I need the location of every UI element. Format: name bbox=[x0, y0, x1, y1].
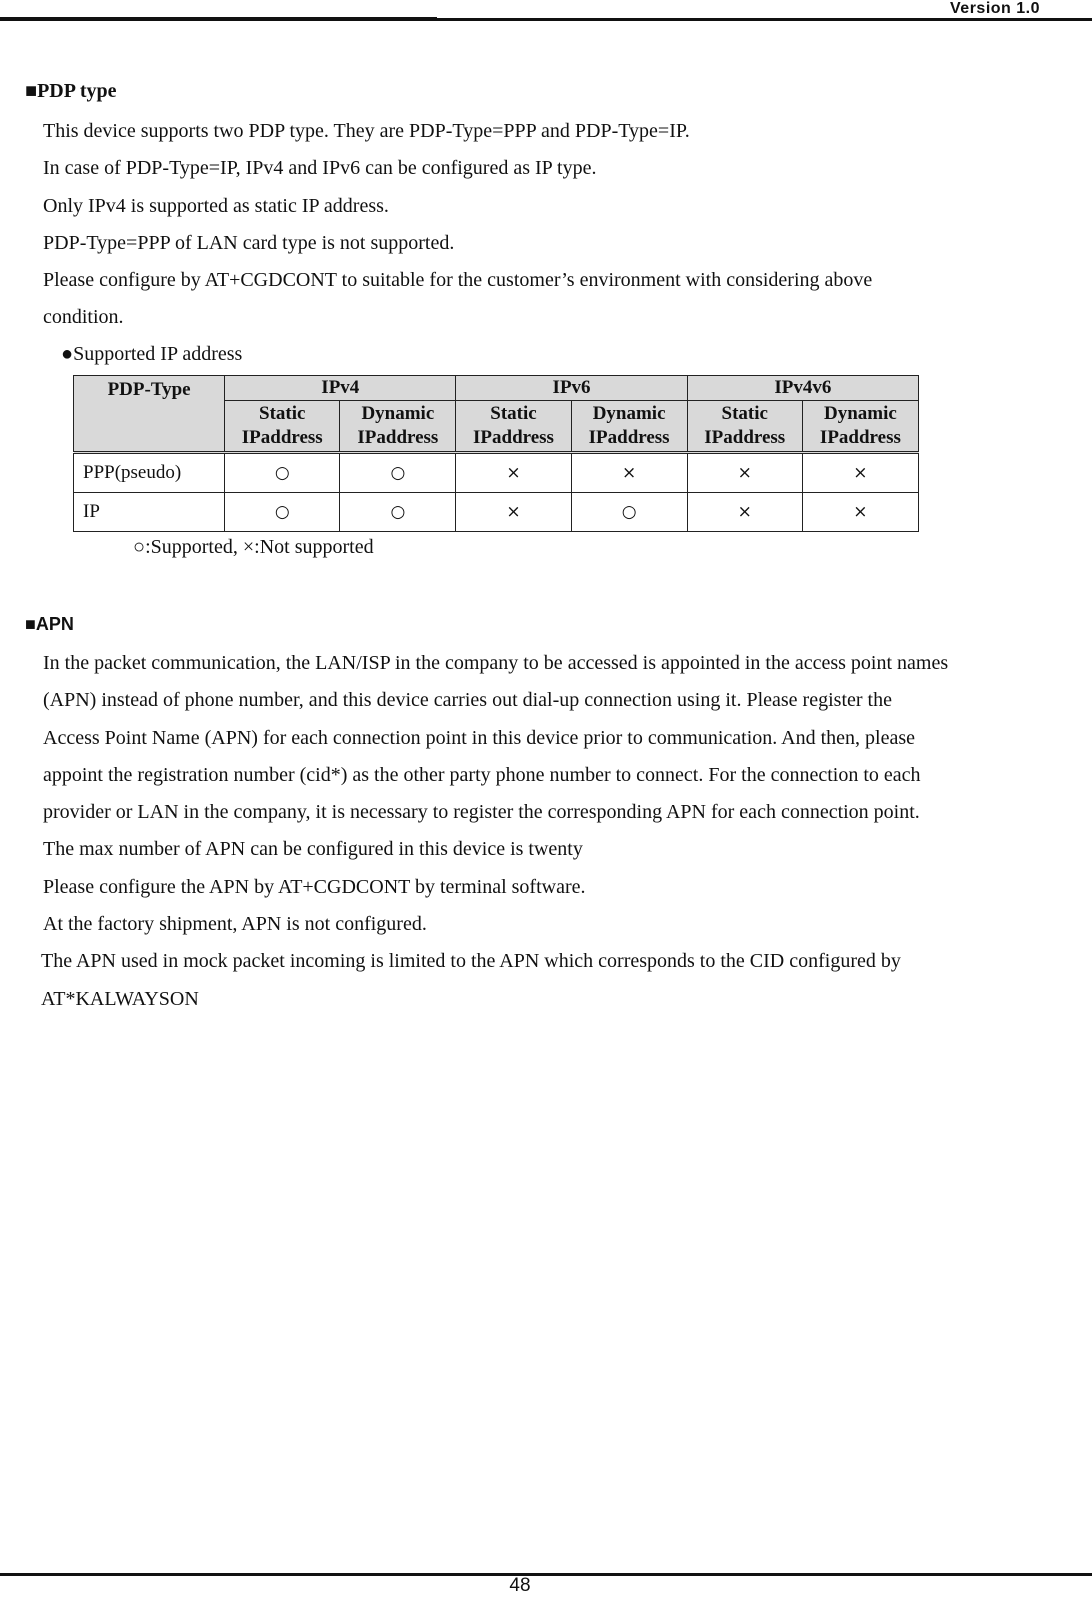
subcolumn-header: Dynamic IPaddress bbox=[802, 401, 918, 453]
row-label: IP bbox=[74, 493, 225, 532]
header-rule-thin bbox=[437, 18, 1092, 21]
support-cell: ○ bbox=[571, 493, 687, 532]
apn-line: Access Point Name (APN) for each connection point in this device prior to communication. And then, please bbox=[43, 726, 916, 749]
table-row bbox=[74, 493, 919, 532]
support-cell: × bbox=[687, 493, 802, 532]
page-number: 48 bbox=[509, 1575, 531, 1596]
subcolumn-header: Dynamic IPaddress bbox=[340, 401, 456, 453]
support-cell: × bbox=[687, 453, 802, 493]
apn-line: appoint the registration number (cid*) as the other party phone number to connect. For the connection to each bbox=[43, 763, 921, 786]
pdp-line: condition. bbox=[43, 306, 124, 329]
pdp-type-body bbox=[43, 113, 1053, 337]
header-rule bbox=[0, 17, 437, 21]
table-header-row bbox=[74, 376, 919, 401]
subcolumn-header: Static IPaddress bbox=[456, 401, 571, 453]
ipv4v6-column-header: IPv4v6 bbox=[687, 376, 918, 401]
row-label: PPP(pseudo) bbox=[74, 453, 225, 493]
support-cell: × bbox=[802, 493, 918, 532]
pdp-type-heading: ■PDP type bbox=[25, 80, 117, 102]
pdp-line: Please configure by AT+CGDCONT to suitable for the customer’s environment with considering above bbox=[43, 269, 873, 292]
pdp-line: Only IPv4 is supported as static IP address. bbox=[43, 194, 389, 217]
apn-line: AT*KALWAYSON bbox=[41, 987, 199, 1010]
table-row bbox=[74, 453, 919, 493]
pdp-line: This device supports two PDP type. They are PDP-Type=PPP and PDP-Type=IP. bbox=[43, 120, 690, 142]
ipv6-column-header: IPv6 bbox=[456, 376, 687, 401]
supported-ip-subheading: ●Supported IP address bbox=[61, 343, 243, 365]
apn-line: The max number of APN can be configured in this device is twenty bbox=[43, 838, 583, 861]
apn-heading: ■APN bbox=[25, 614, 74, 634]
pdp-line: PDP-Type=PPP of LAN card type is not supported. bbox=[43, 231, 455, 254]
ipv4-column-header: IPv4 bbox=[225, 376, 456, 401]
pdp-type-column-header: PDP-Type bbox=[74, 376, 225, 453]
support-cell: ○ bbox=[340, 493, 456, 532]
subcolumn-header: Dynamic IPaddress bbox=[571, 401, 687, 453]
support-cell: ○ bbox=[225, 453, 340, 493]
support-cell: × bbox=[456, 453, 571, 493]
apn-line: In the packet communication, the LAN/ISP in the company to be accessed is appointed in the access point names bbox=[43, 652, 949, 674]
supported-ip-table bbox=[73, 375, 919, 532]
apn-line: The APN used in mock packet incoming is limited to the APN which corresponds to the CID configured by bbox=[41, 950, 901, 973]
document-version: Version 1.0 bbox=[950, 0, 1040, 17]
apn-line: (APN) instead of phone number, and this device carries out dial-up connection using it. Please register the bbox=[43, 689, 892, 712]
support-cell: × bbox=[456, 493, 571, 532]
apn-line: provider or LAN in the company, it is necessary to register the corresponding APN for each connection point. bbox=[43, 801, 920, 824]
table-legend: ○:Supported, ×:Not supported bbox=[133, 536, 374, 558]
support-cell: ○ bbox=[225, 493, 340, 532]
apn-line: At the factory shipment, APN is not configured. bbox=[43, 913, 427, 936]
support-cell: × bbox=[802, 453, 918, 493]
support-cell: × bbox=[571, 453, 687, 493]
subcolumn-header: Static IPaddress bbox=[225, 401, 340, 453]
apn-line: Please configure the APN by AT+CGDCONT by terminal software. bbox=[43, 875, 586, 898]
support-cell: ○ bbox=[340, 453, 456, 493]
subcolumn-header: Static IPaddress bbox=[687, 401, 802, 453]
pdp-line: In case of PDP-Type=IP, IPv4 and IPv6 can be configured as IP type. bbox=[43, 157, 597, 180]
apn-body bbox=[43, 645, 1053, 1018]
